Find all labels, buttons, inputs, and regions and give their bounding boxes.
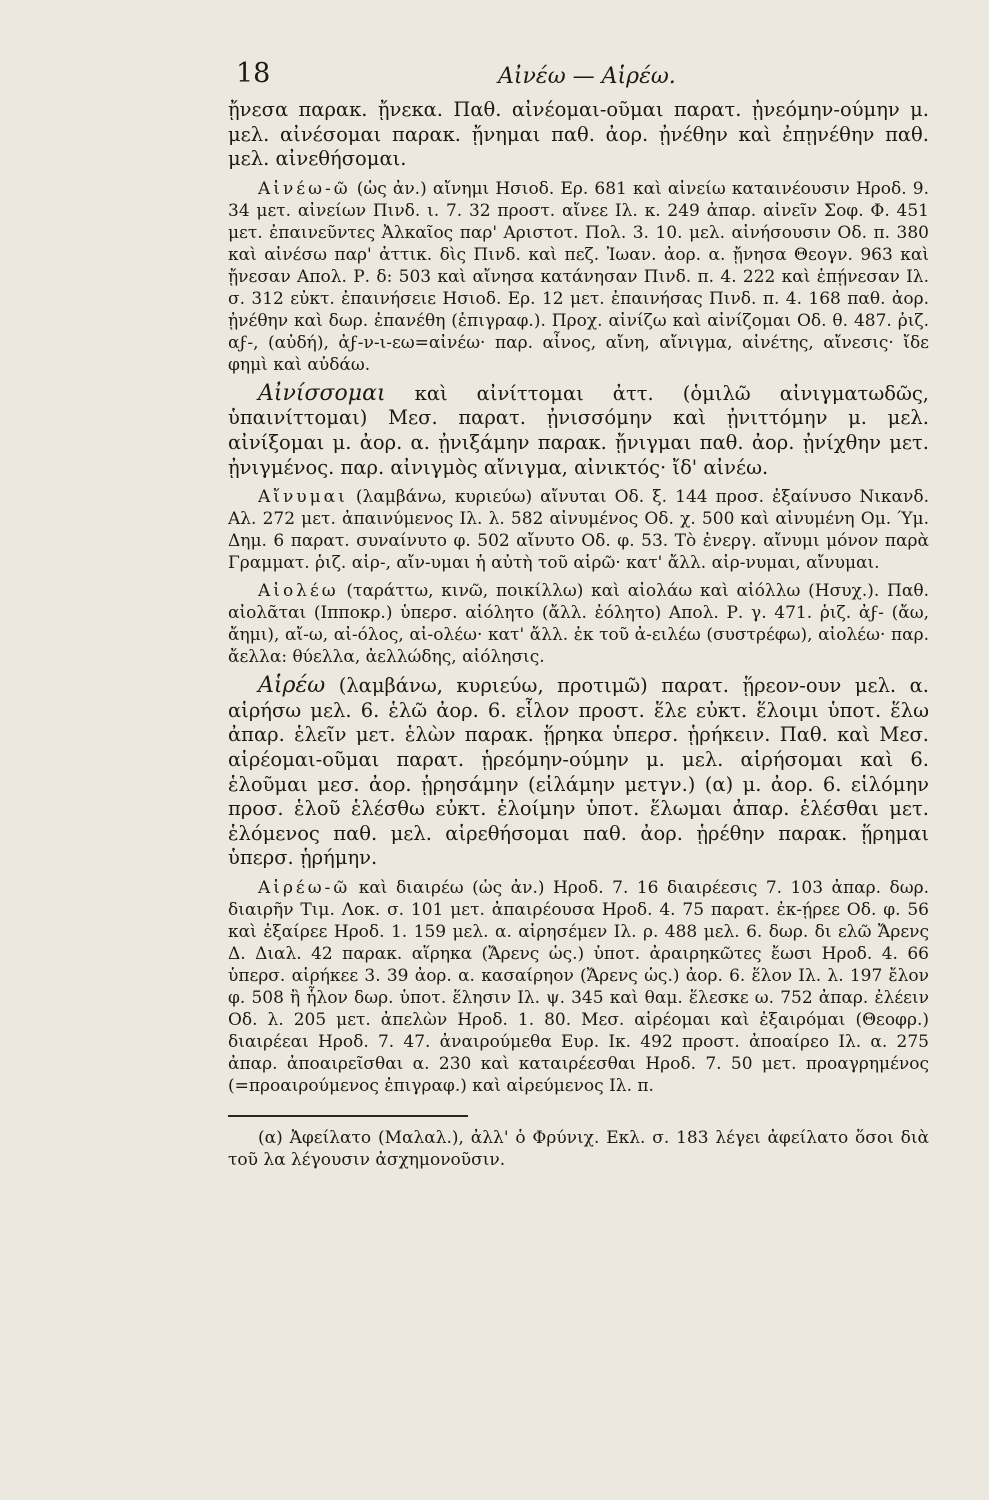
entry-text: καὶ διαιρέω (ὡς ἀν.) Ηροδ. 7. 16 διαιρέεσις 7. 103 ἀπαρ. δωρ. διαιρῆν Τιμ. Λοκ. σ. 101 μετ. ἀπαιρέουσα Ηροδ. 4. 75 παρατ. ἐκ-ῄρεε Οδ. φ. 56 καὶ ἐξαίρεε Ηροδ. 1. 159 μελ. α. αἱρησέμεν Ιλ. ρ. 488 μελ. 6. δωρ. δι ελῶ Ἄρενς Δ. Διαλ. 42 παρακ. αἵρηκα (Ἄρενς ὡς.) ὑποτ. ἀραιρηκῶτες ἔωσι Ηροδ. 4. 66 ὑπερσ. αἱρήκεε 3. 39 ἀορ. α. κασαίρηον (Ἄρενς ὡς.) ἀορ. 6. ἕλον Ιλ. λ. 197 ἔλον φ. 508 ἢ ἧλον δωρ. ὑποτ. ἕλησιν Ιλ. ψ. 345 καὶ θαμ. ἕλεσκε ω. 752 ἀπαρ. ἐλέειν Οδ. λ. 205 μετ. ἀπελὼν Ηροδ. 1. 80. Μεσ. αἱρέομαι καὶ ἐξαιρόμαι (Θεοφρ.) διαιρέεαι Ηροδ. 7. 47. ἀναιρούμεθα Ευρ. Ικ. 492 προστ. ἀποαίρεο Ιλ. α. 275 ἀπαρ. ἀποαιρεῖσθαι α. 230 καὶ καταιρέεσθαι Ηροδ. 7. 50 μετ. προαγρημένος (=προαιρούμενος ἐπιγραφ.) καὶ αἱρεύμενος Ιλ. π. [228,877,929,1096]
entry-ainissomai [228,382,929,480]
footnote-divider [228,1115,468,1117]
entry-lemma: Αἴνυμαι [258,487,348,508]
entry-haireo-dialect [228,877,929,1097]
entry-text: καὶ αἰνίττομαι ἀττ. (ὁμιλῶ αἰνιγματωδῶς, ὑπαινίττομαι) Μεσ. παρατ. ᾐνισσόμην καὶ ᾐνιττόμην μ. μελ. αἰνίξομαι μ. ἀορ. α. ᾐνιξάμην παρακ. ᾔνιγμαι παθ. ἀορ. ᾐνίχθην μετ. ᾐνιγμένος. παρ. αἰνιγμὸς αἴνιγμα, αἰνικτός· ἴδ' αἰνέω. [228,381,930,479]
entry-lemma: Αἰνέω-ῶ [258,178,351,199]
entry-lemma: Αἱρέω-ῶ [258,877,351,898]
page-body [228,98,929,1171]
entry-text: (ταράττω, κινῶ, ποικίλλω) καὶ αἰολάω καὶ αἰόλλω (Ησυχ.). Παθ. αἰολᾶται (Ιπποκρ.) ὑπερσ. αἰόλητο (ἄλλ. ἐόλητο) Απολ. Ρ. γ. 471. ῥιζ. ἀϝ- (ἄω, ἄημι), αἴ-ω, αἰ-όλος, αἰ-ολέω· κατ' ἄλλ. ἐκ τοῦ ἀ-ειλέω (συστρέφω), αἰολέω· παρ. ἄελλα: θύελλα, ἀελλώδης, αἰόλησις. [228,581,929,668]
entry-lemma: Αἰολέω [258,581,339,602]
entry-lemma: Αἱρέω [258,673,326,699]
entry-aineo-dialect [228,178,929,376]
entry-continuation [228,98,929,172]
entry-ainymai [228,486,929,574]
entry-text: (λαμβάνω, κυριεύω) αἴνυται Οδ. ξ. 144 προσ. ἐξαίνυσο Νικανδ. Αλ. 272 μετ. ἀπαινύμενος Ιλ. λ. 582 αἰνυμένος Οδ. χ. 500 καὶ αἰνυμένη Ομ. Ύμ. Δημ. 6 παρατ. συναίνυτο φ. 502 αἴνυτο Οδ. φ. 53. Τὸ ἐνεργ. αἴνυμι μόνον παρὰ Γραμματ. ῥιζ. αἱρ-, αἴν-υμαι ἡ αὐτὴ τοῦ αἱρῶ· κατ' ἄλλ. αἰρ-νυμαι, αἴνυμαι. [228,487,930,574]
entry-text: (λαμβάνω, κυριεύω, προτιμῶ) παρατ. ᾕρεον-ουν μελ. α. αἱρήσω μελ. 6. ἑλῶ ἀορ. 6. εἷλον προστ. ἕλε εὐκτ. ἕλοιμι ὑποτ. ἕλω ἀπαρ. ἑλεῖν μετ. ἑλὼν παρακ. ᾕρηκα ὑπερσ. ᾑρήκειν. Παθ. καὶ Μεσ. αἱρέομαι-οῦμαι παρατ. ᾑρεόμην-ούμην μ. μελ. αἱρήσομαι καὶ 6. ἑλοῦμαι μεσ. ἀορ. ᾑρησάμην (εἱλάμην μετγν.) (α) μ. ἀορ. 6. εἱλόμην προσ. ἑλοῦ ἑλέσθω εὐκτ. ἑλοίμην ὑποτ. ἕλωμαι ἀπαρ. ἑλέσθαι μετ. ἑλόμενος παθ. μελ. αἱρεθήσομαι παθ. ἀορ. ᾑρέθην παρακ. ᾕρημαι ὑπερσ. ᾑρήμην. [228,674,929,870]
entry-aioleo [228,580,929,668]
footnote: (α) Ἀφείλατο (Μαλαλ.), ἀλλ' ὁ Φρύνιχ. Εκλ. σ. 183 λέγει ἀφείλατο ὅσοι διὰ τοῦ λα λέγουσιν ἀσχημονοῦσιν. [228,1127,929,1170]
page-header [228,58,929,98]
entry-text: (ὡς ἀν.) αἴνημι Ησιοδ. Ερ. 681 καὶ αἰνείω καταινέουσιν Ηροδ. 9. 34 μετ. αἰνείων Πινδ. ι. 7. 32 προστ. αἴνεε Ιλ. κ. 249 ἀπαρ. αἰνεῖν Σοφ. Φ. 451 μετ. ἐπαινεῦντες Ἀλκαῖος παρ' Αριστοτ. Πολ. 3. 10. μελ. αἰνήσουσιν Οδ. π. 380 καὶ αἰνέσω παρ' ἀττικ. δὶς Πινδ. καὶ πεζ. Ἰωαν. ἀορ. α. ᾔνησα Θεογν. 963 καὶ ᾔνεσαν Απολ. Ρ. δ: 503 καὶ αἴνησα κατάνησαν Πινδ. π. 4. 222 καὶ ἐπῄνεσαν Ιλ. σ. 312 εὐκτ. ἐπαινήσειε Ησιοδ. Ερ. 12 μετ. ἐπαινήσας Πινδ. π. 4. 168 παθ. ἀορ. ᾐνέθην καὶ δωρ. ἐπανέθη (ἐπιγραφ.). Προχ. αἰνίζω καὶ αἰνίζομαι Οδ. θ. 487. ῥιζ. αϝ-, (αὐδή), ἀϝ-ν-ι-εω=αἰνέω· παρ. αἶνος, αἴνη, αἴνιγμα, αἰνέτης, αἴνεσις· ἴδε φημὶ καὶ αὐδάω. [228,178,929,375]
page-number: 18 [236,58,271,89]
running-head: Αἰνέω — Αἱρέω. [498,64,676,89]
entry-lemma: Αἰνίσσομαι [258,380,386,406]
entry-text: ᾔνεσα παρακ. ᾔνεκα. Παθ. αἰνέομαι-οῦμαι παρατ. ᾐνεόμην-ούμην μ. μελ. αἰνέσομαι παρακ. ᾔνημαι παθ. ἀορ. ᾐνέθην καὶ ἐπῃνέθην παθ. μελ. αἰνεθήσομαι. [228,98,929,171]
entry-haireo [228,674,929,871]
